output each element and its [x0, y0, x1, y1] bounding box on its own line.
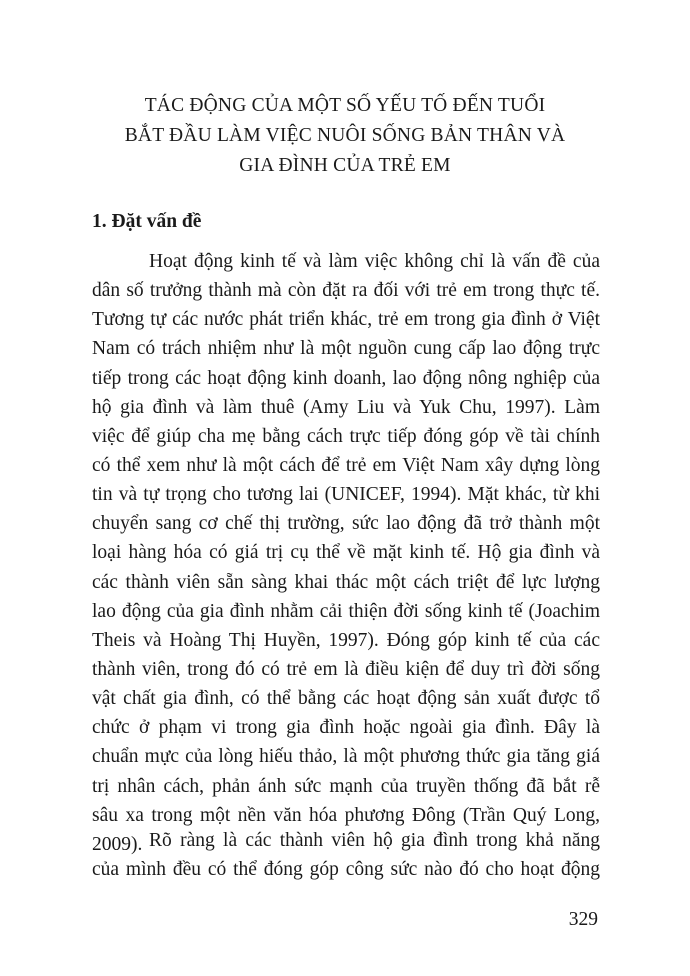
text-line: Rõ ràng là các thành viên hộ gia đình trong khả năng [149, 830, 600, 851]
text-line: của mình đều có thể đóng góp công sức nào đó cho hoạt động [92, 859, 600, 881]
text-line: vật chất gia đình, có thể bằng các hoạt động sản xuất được tổ [92, 688, 600, 710]
text-line: thành viên, trong đó có trẻ em là điều kiện để duy trì đời sống [92, 658, 600, 680]
text-line: tin và tự trọng cho tương lai (UNICEF, 1994). Mặt khác, từ khi [92, 484, 600, 506]
text-line: hộ gia đình và làm thuê (Amy Liu và Yuk Chu, 1997). Làm [92, 396, 600, 418]
text-line: các thành viên sẵn sàng khai thác một cách triệt để lực lượng [92, 571, 600, 593]
text-line: Theis và Hoàng Thị Huyền, 1997). Đóng góp kinh tế của các [92, 629, 600, 651]
title-line: GIA ĐÌNH CỦA TRẺ EM [239, 155, 451, 176]
page-number: 329 [568, 909, 598, 930]
text-line: sâu xa trong một nền văn hóa phương Đông (Trần Quý Long, [92, 804, 600, 826]
text-line: có thể xem như là một cách để trẻ em Việt Nam xây dựng lòng [92, 454, 600, 476]
text-line: tiếp trong các hoạt động kinh doanh, lao động nông nghiệp của [92, 367, 600, 389]
text-line: trị nhân cách, phản ánh sức mạnh của truyền thống đã bắt rễ [92, 775, 600, 797]
title-line: BẮT ĐẦU LÀM VIỆC NUÔI SỐNG BẢN THÂN VÀ [124, 125, 566, 146]
text-line: lao động của gia đình nhằm cải thiện đời sống kinh tế (Joachim [92, 600, 600, 622]
text-line: Nam có trách nhiệm như là một nguồn cung cấp lao động trực [92, 338, 600, 360]
chapter-title [92, 91, 598, 181]
text-line: chuẩn mực của lòng hiếu thảo, là một phương thức gia tăng giá [92, 746, 600, 768]
text-line: Tương tự các nước phát triển khác, trẻ em trong gia đình ở Việt [92, 309, 600, 331]
paragraph-2 [92, 826, 600, 884]
paragraph-1 [92, 247, 600, 859]
section-heading: 1. Đặt vấn đề [92, 211, 202, 232]
title-line: TÁC ĐỘNG CỦA MỘT SỐ YẾU TỐ ĐẾN TUỔI [144, 95, 546, 116]
text-line: dân số trưởng thành mà còn đặt ra đối với trẻ em trong thực tế. [92, 280, 600, 302]
text-line: 2009). [92, 833, 143, 855]
text-line: loại hàng hóa có giá trị cụ thể về mặt kinh tế. Hộ gia đình và [92, 542, 600, 564]
text-line: chuyển sang cơ chế thị trường, sức lao động đã trở thành một [92, 513, 600, 535]
text-line: chức ở phạm vi trong gia đình hoặc ngoài gia đình. Đây là [92, 717, 600, 739]
text-line: Hoạt động kinh tế và làm việc không chỉ là vấn đề của [149, 251, 600, 272]
text-line: việc để giúp cha mẹ bằng cách trực tiếp đóng góp về tài chính [92, 425, 600, 447]
